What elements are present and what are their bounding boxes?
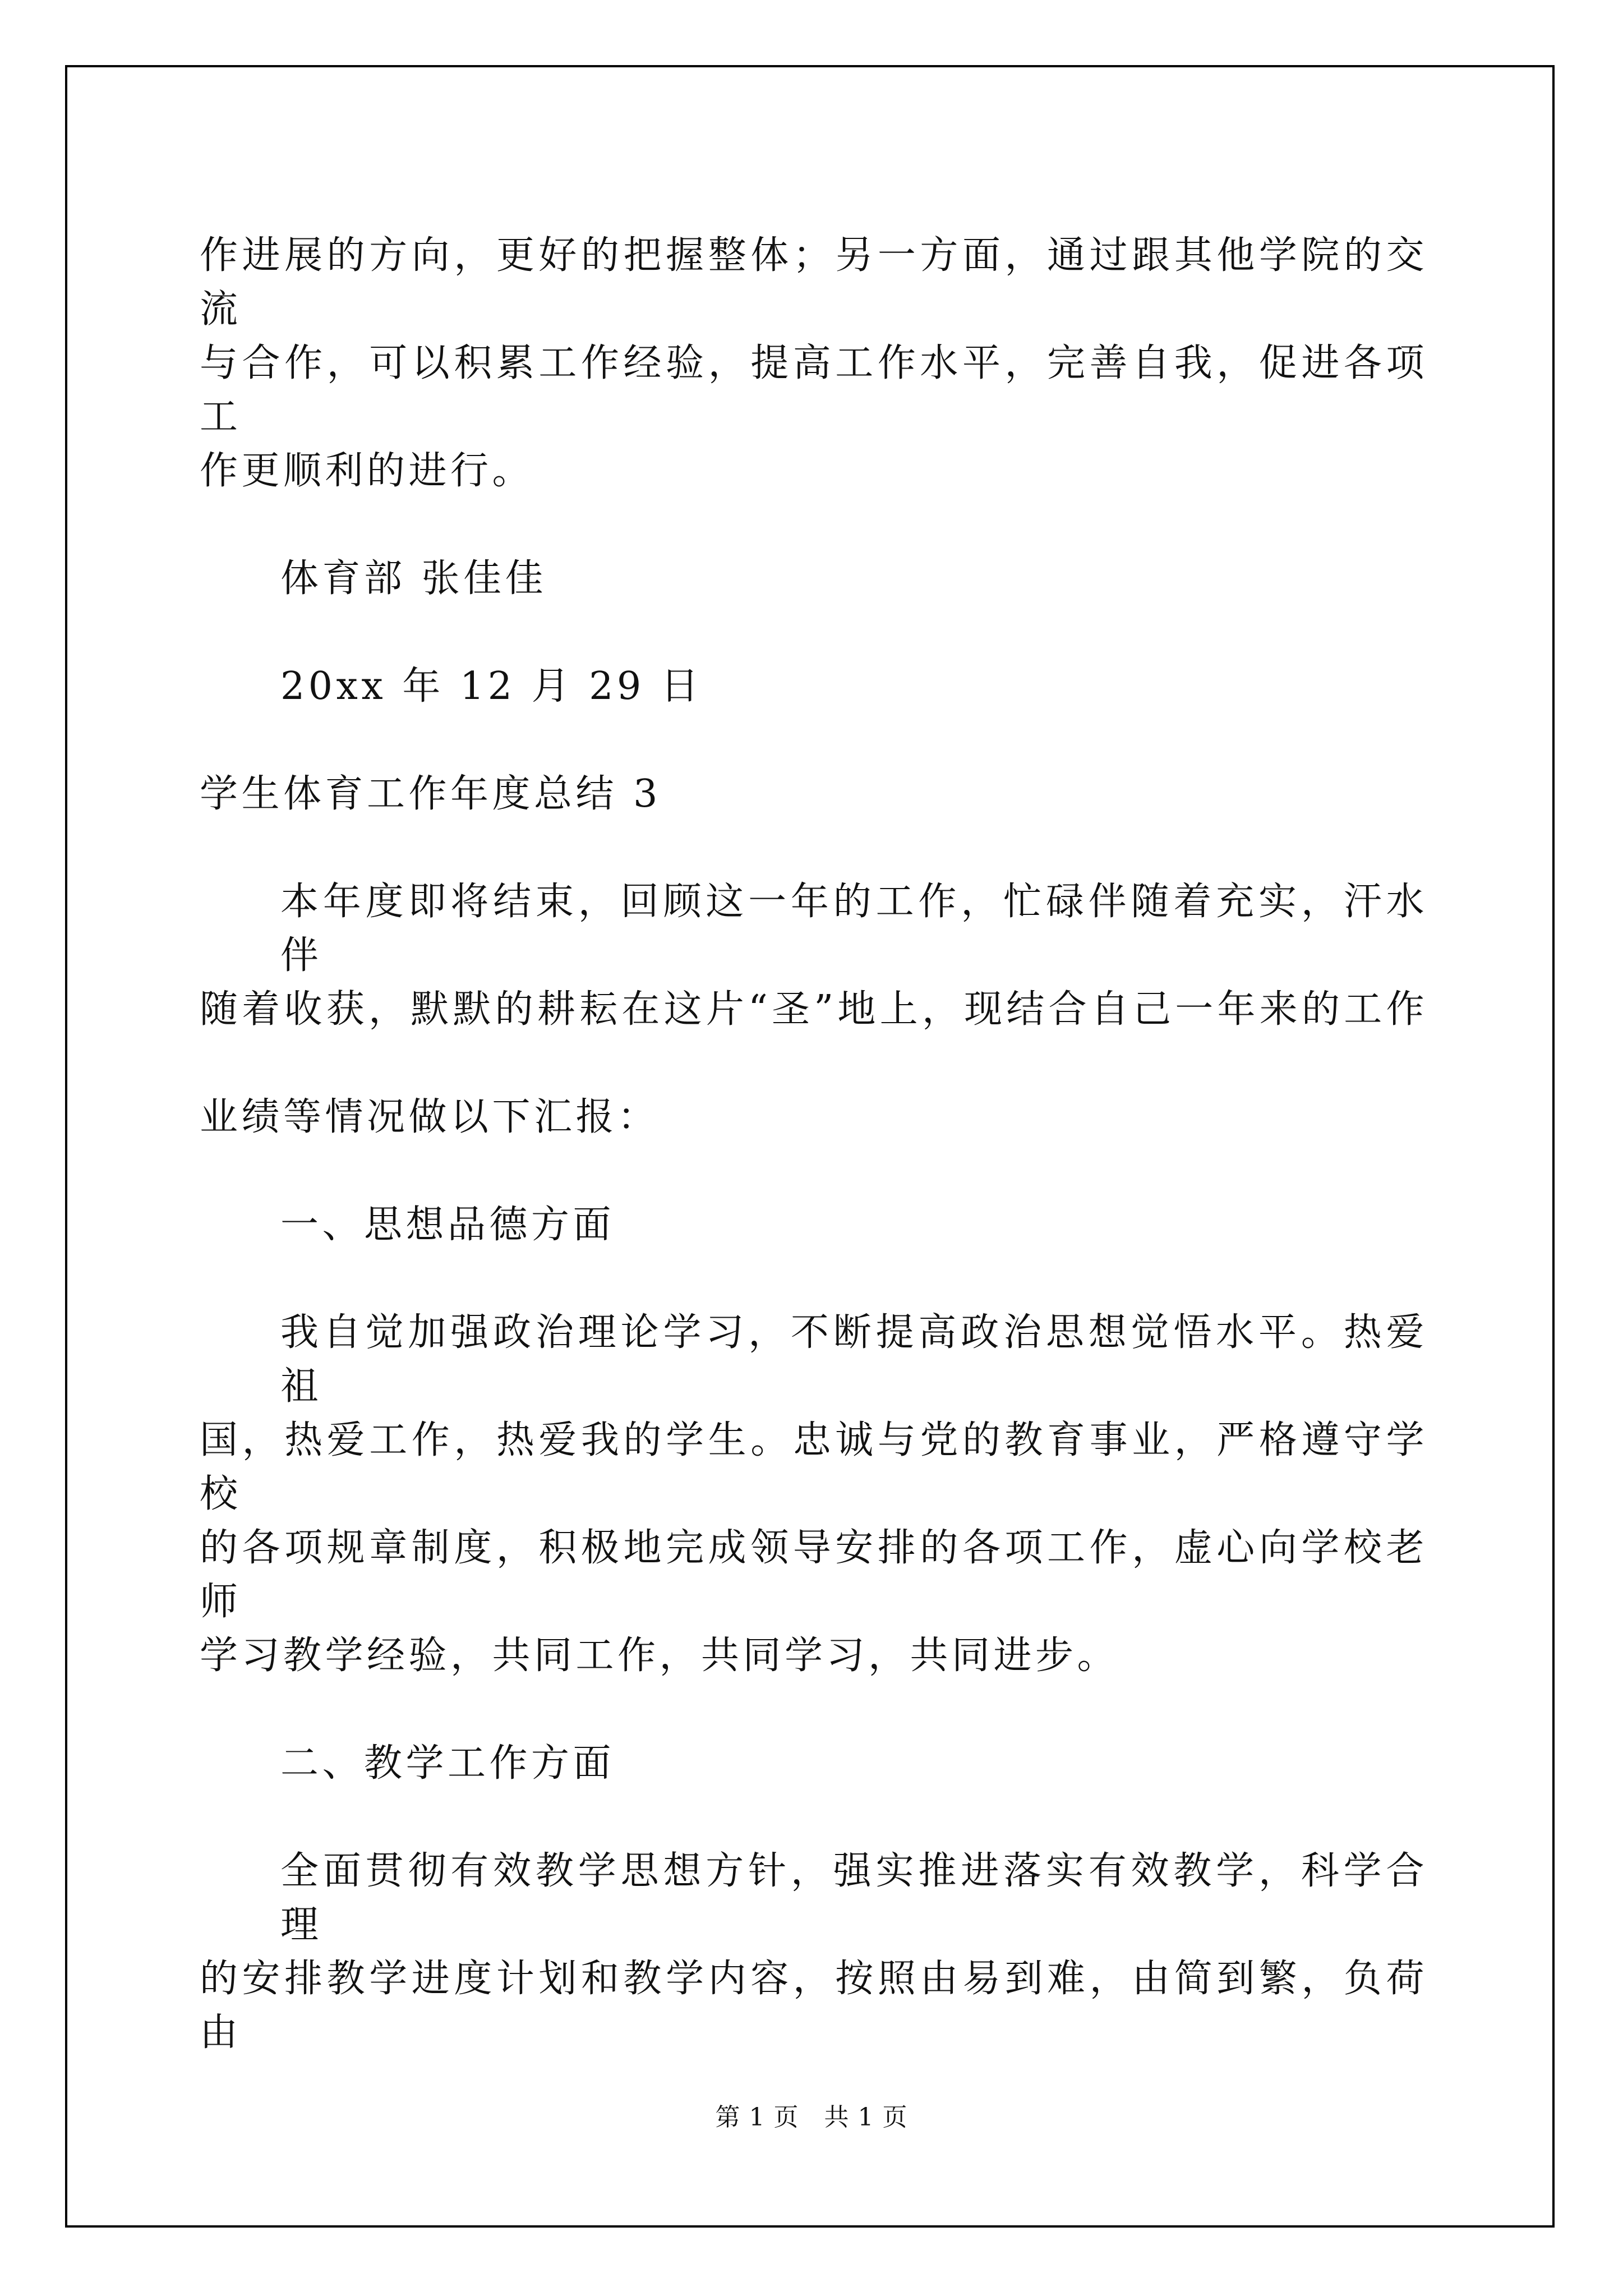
- body-line: 随着收获，默默的耕耘在这片“圣”地上，现结合自己一年来的工作: [200, 987, 1428, 1032]
- body-line: 与合作，可以积累工作经验，提高工作水平，完善自我，促进各项工: [200, 341, 1428, 439]
- signature-date: 20xx 年 12 月 29 日: [280, 664, 703, 708]
- body-line: 作进展的方向，更好的把握整体；另一方面，通过跟其他学院的交流: [200, 233, 1428, 332]
- body-line: 学习教学经验，共同工作，共同学习，共同进步。: [200, 1634, 1119, 1678]
- body-line: 的各项规章制度，积极地完成领导安排的各项工作，虚心向学校老师: [200, 1526, 1428, 1624]
- body-line: 作更顺利的进行。: [200, 449, 534, 493]
- subsection-heading: 一、思想品德方面: [280, 1203, 615, 1247]
- body-line: 业绩等情况做以下汇报：: [200, 1095, 660, 1139]
- body-line: 全面贯彻有效教学思想方针，强实推进落实有效教学，科学合理: [280, 1849, 1428, 1947]
- subsection-heading: 二、教学工作方面: [280, 1741, 615, 1786]
- section-title: 学生体育工作年度总结 3: [200, 772, 661, 816]
- page-number-footer: 第 1 页 共 1 页: [715, 2103, 908, 2132]
- body-line: 的安排教学进度计划和教学内容，按照由易到难，由简到繁，负荷由: [200, 1957, 1428, 2055]
- body-line: 国，热爱工作，热爱我的学生。忠诚与党的教育事业，严格遵守学校: [200, 1418, 1428, 1516]
- body-line: 我自觉加强政治理论学习，不断提高政治思想觉悟水平。热爱祖: [280, 1310, 1428, 1409]
- body-line: 本年度即将结束，回顾这一年的工作，忙碌伴随着充实，汗水伴: [280, 880, 1428, 978]
- signature-department: 体育部 张佳佳: [280, 556, 547, 601]
